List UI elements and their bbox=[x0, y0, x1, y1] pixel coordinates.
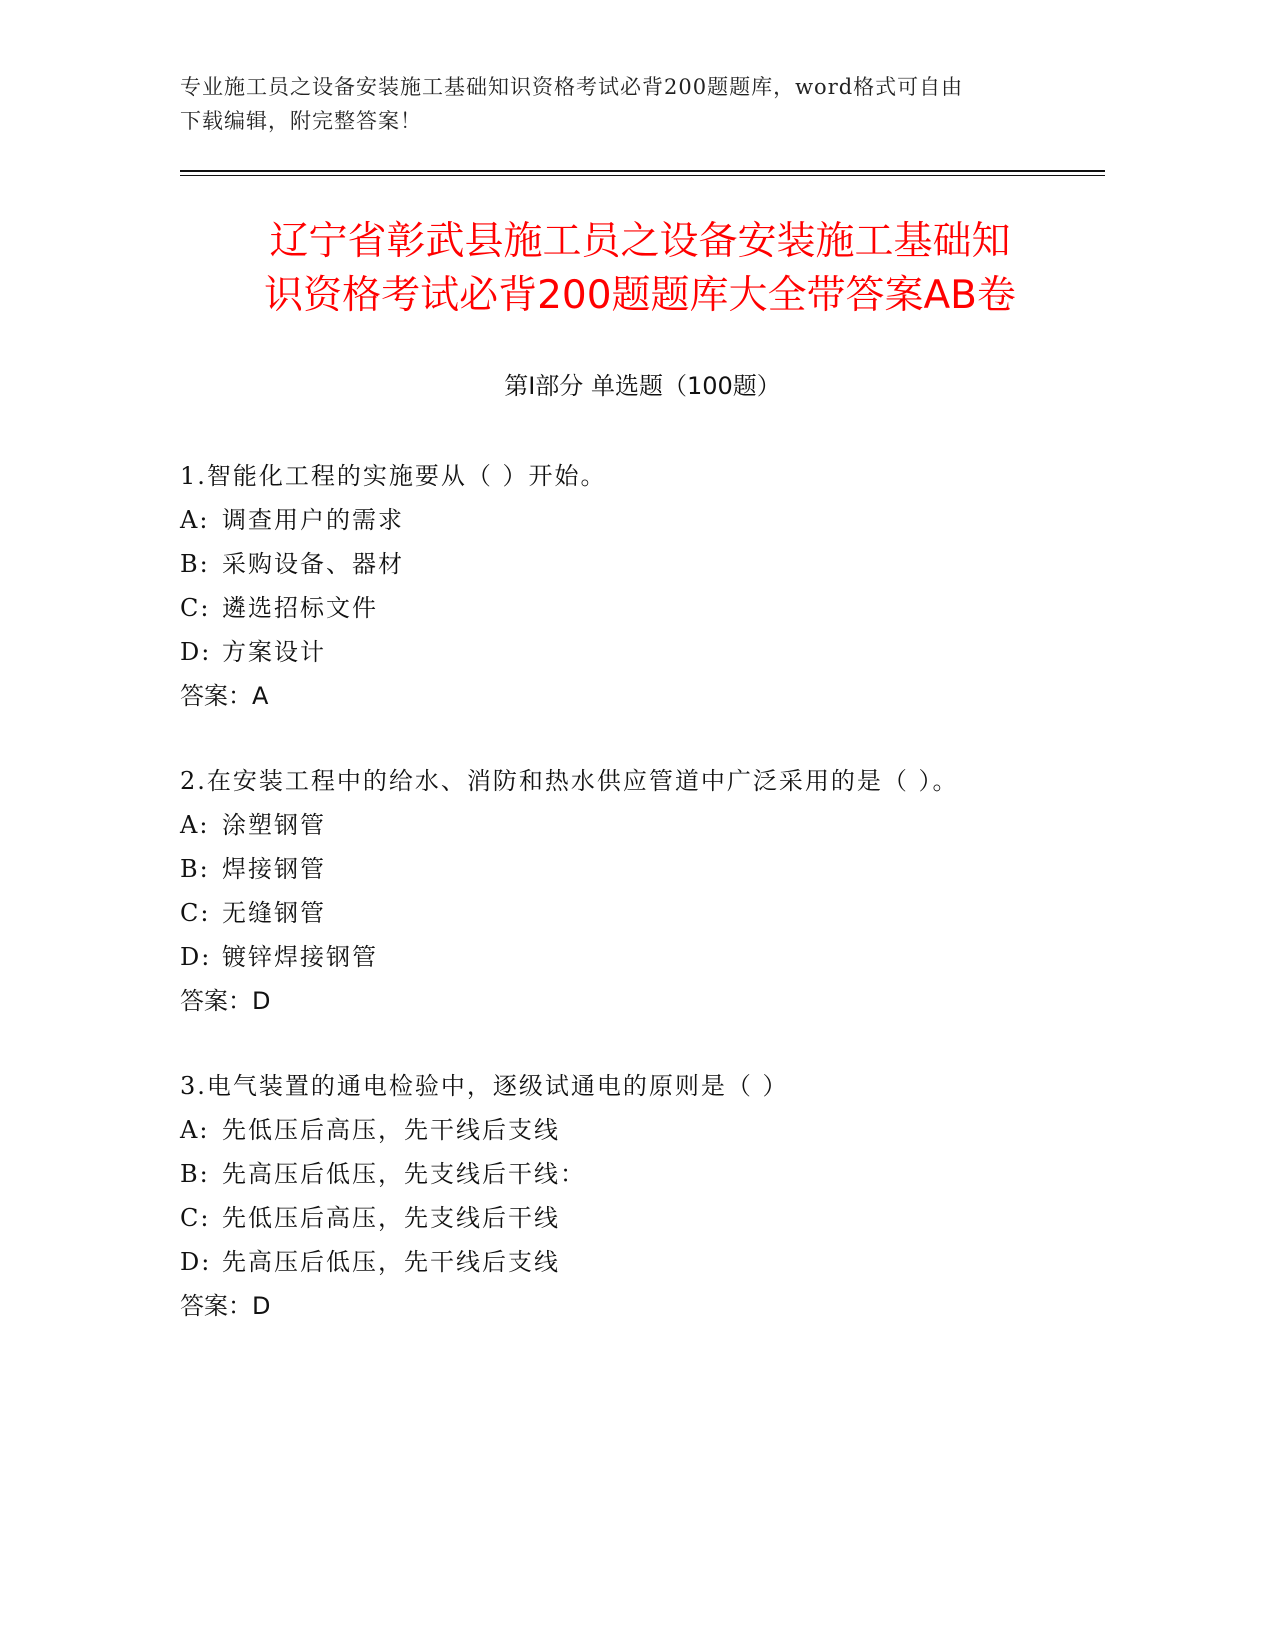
header-divider-thick bbox=[180, 170, 1105, 172]
option-letter: C: bbox=[180, 1204, 211, 1232]
option-text: 镀锌焊接钢管 bbox=[222, 943, 378, 971]
option-text: 焊接钢管 bbox=[222, 855, 326, 883]
option-a bbox=[180, 803, 1105, 847]
option-letter: C: bbox=[180, 594, 211, 622]
answer-line: 答案：D bbox=[180, 1292, 271, 1320]
option-a bbox=[180, 498, 1105, 542]
option-letter: A: bbox=[180, 1116, 210, 1144]
option-c bbox=[180, 891, 1105, 935]
option-c bbox=[180, 1196, 1105, 1240]
answer-line: 答案：D bbox=[180, 987, 271, 1015]
option-letter: C: bbox=[180, 899, 211, 927]
option-a bbox=[180, 1108, 1105, 1152]
option-text: 无缝钢管 bbox=[222, 899, 326, 927]
option-letter: A: bbox=[180, 811, 210, 839]
option-text: 采购设备、器材 bbox=[222, 550, 404, 578]
header-note-line-2: 下载编辑，附完整答案！ bbox=[180, 109, 422, 133]
option-letter: B: bbox=[180, 550, 210, 578]
option-d bbox=[180, 1240, 1105, 1284]
option-d bbox=[180, 935, 1105, 979]
answer-line: 答案：A bbox=[180, 682, 269, 710]
question-stem: 1.智能化工程的实施要从（ ）开始。 bbox=[180, 462, 607, 490]
header-divider-thin bbox=[180, 175, 1105, 176]
document-title-line-2: 识资格考试必背200题题库大全带答案AB卷 bbox=[264, 273, 1016, 318]
document-title bbox=[160, 215, 1120, 323]
question-1 bbox=[180, 454, 1105, 718]
option-b bbox=[180, 1152, 1105, 1196]
question-stem: 2.在安装工程中的给水、消防和热水供应管道中广泛采用的是（ ）。 bbox=[180, 767, 959, 795]
option-d bbox=[180, 630, 1105, 674]
option-letter: B: bbox=[180, 855, 210, 883]
option-b bbox=[180, 847, 1105, 891]
document-title-line-1: 辽宁省彰武县施工员之设备安装施工基础知 bbox=[269, 219, 1011, 264]
option-text: 遴选招标文件 bbox=[222, 594, 378, 622]
option-text: 方案设计 bbox=[222, 638, 326, 666]
option-letter: D: bbox=[180, 638, 212, 666]
option-letter: D: bbox=[180, 1248, 212, 1276]
option-b bbox=[180, 542, 1105, 586]
option-text: 先高压后低压，先支线后干线： bbox=[222, 1160, 586, 1188]
question-stem: 3.电气装置的通电检验中，逐级试通电的原则是（ ） bbox=[180, 1072, 789, 1100]
option-letter: D: bbox=[180, 943, 212, 971]
option-text: 先低压后高压，先支线后干线 bbox=[222, 1204, 560, 1232]
option-text: 先低压后高压，先干线后支线 bbox=[222, 1116, 560, 1144]
option-letter: A: bbox=[180, 506, 210, 534]
option-text: 先高压后低压，先干线后支线 bbox=[222, 1248, 560, 1276]
option-c bbox=[180, 586, 1105, 630]
section-heading: 第Ⅰ部分 单选题（100题） bbox=[504, 372, 781, 400]
question-2 bbox=[180, 759, 1105, 1023]
header-note bbox=[180, 70, 1080, 138]
option-text: 涂塑钢管 bbox=[222, 811, 326, 839]
option-letter: B: bbox=[180, 1160, 210, 1188]
header-note-line-1: 专业施工员之设备安装施工基础知识资格考试必背200题题库，word格式可自由 bbox=[180, 75, 964, 99]
option-text: 调查用户的需求 bbox=[222, 506, 404, 534]
question-3 bbox=[180, 1064, 1105, 1328]
